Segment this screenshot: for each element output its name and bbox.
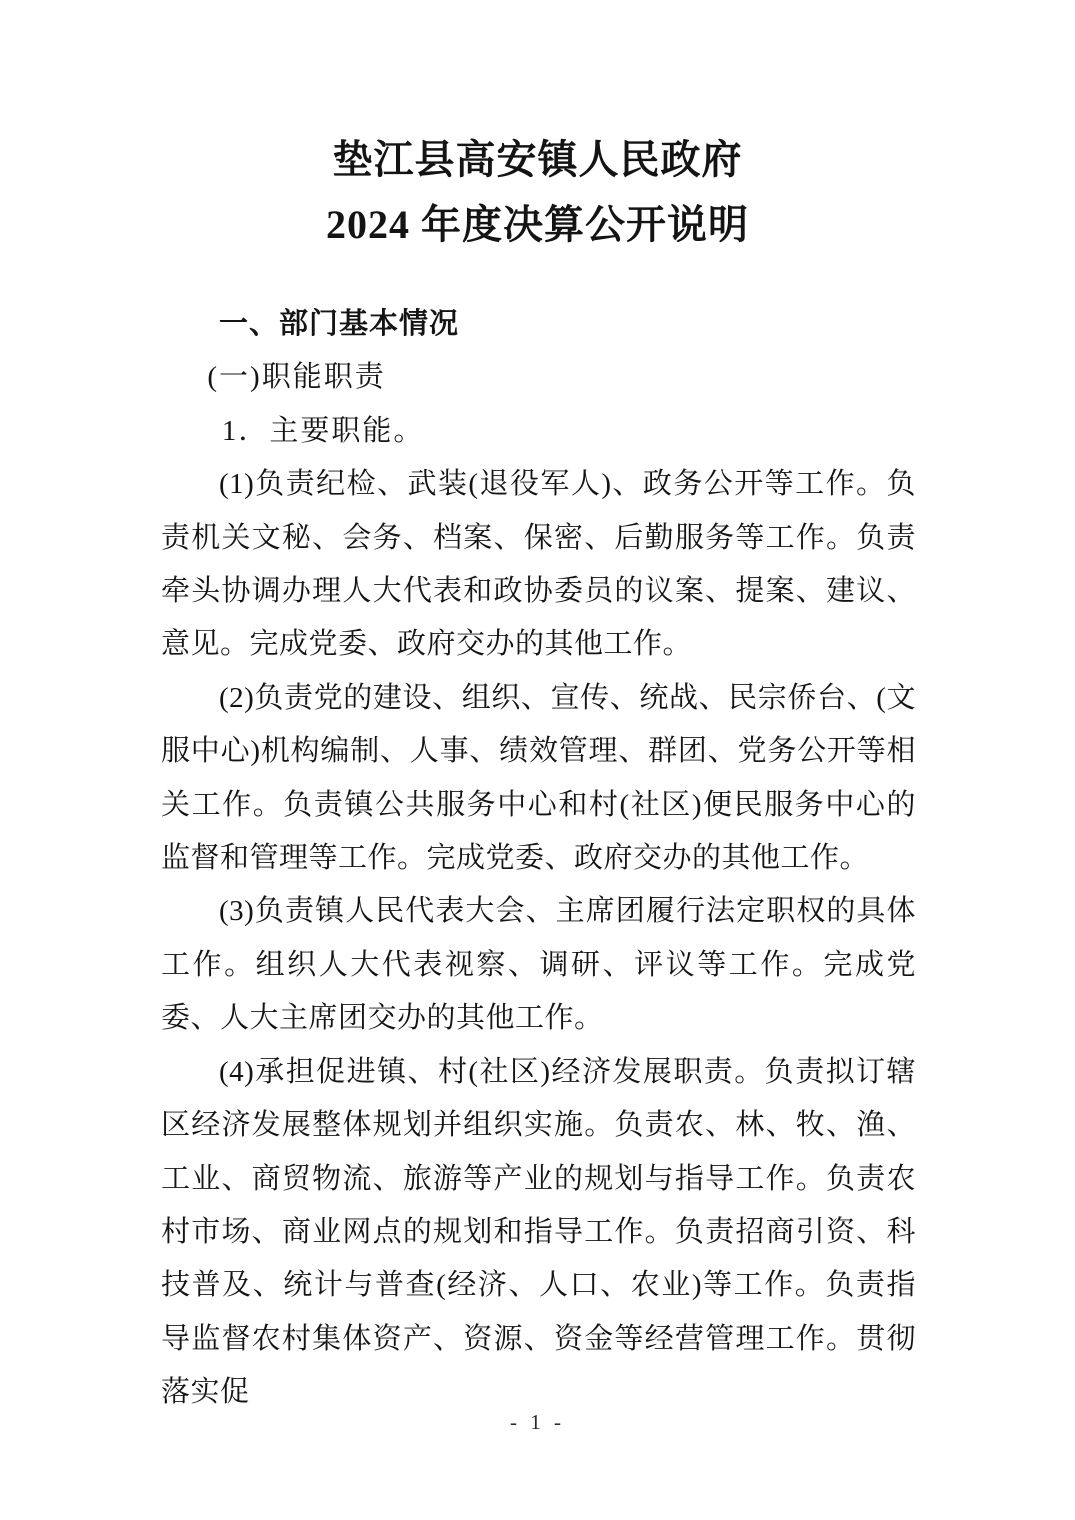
document-title: [0, 127, 1075, 257]
section-heading: 一、部门基本情况: [219, 308, 460, 340]
title-line-1: 垫江县高安镇人民政府: [332, 137, 743, 182]
page-number: - 1 -: [510, 1410, 565, 1434]
title-line-2: 2024 年度决算公开说明: [326, 202, 749, 247]
paragraph-duty-3: (3)负责镇人民代表大会、主席团履行法定职权的具体工作。组织人大代表视察、调研、评议等工作。完成党委、人大主席团交办的其他工作。: [161, 895, 916, 1035]
paragraph-duty-1: (1)负责纪检、武装(退役军人)、政务公开等工作。负责机关文秘、会务、档案、保密、后勤服务等工作。负责牵头协调办理人大代表和政协委员的议案、提案、建议、意见。完成党委、政府交办的其他工作。: [161, 468, 916, 661]
document-body: [161, 298, 916, 1420]
numbered-item-main-functions: 1．主要职能。: [221, 414, 425, 447]
paragraph-duty-4: (4)承担促进镇、村(社区)经济发展职责。负责拟订辖区经济发展整体规划并组织实施。负责农、林、牧、渔、工业、商贸物流、旅游等产业的规划与指导工作。负责农村市场、商业网点的规划和指导工作。负责招商引资、科技普及、统计与普查(经济、人口、农业)等工作。负责指导监督农村集体资产、资源、资金等经营管理工作。贯彻落实促: [161, 1055, 916, 1409]
subsection-heading: (一)职能职责: [207, 361, 386, 394]
paragraph-duty-2: (2)负责党的建设、组织、宣传、统战、民宗侨台、(文服中心)机构编制、人事、绩效管理、群团、党务公开等相关工作。负责镇公共服务中心和村(社区)便民服务中心的监督和管理等工作。完成党委、政府交办的其他工作。: [161, 681, 916, 875]
